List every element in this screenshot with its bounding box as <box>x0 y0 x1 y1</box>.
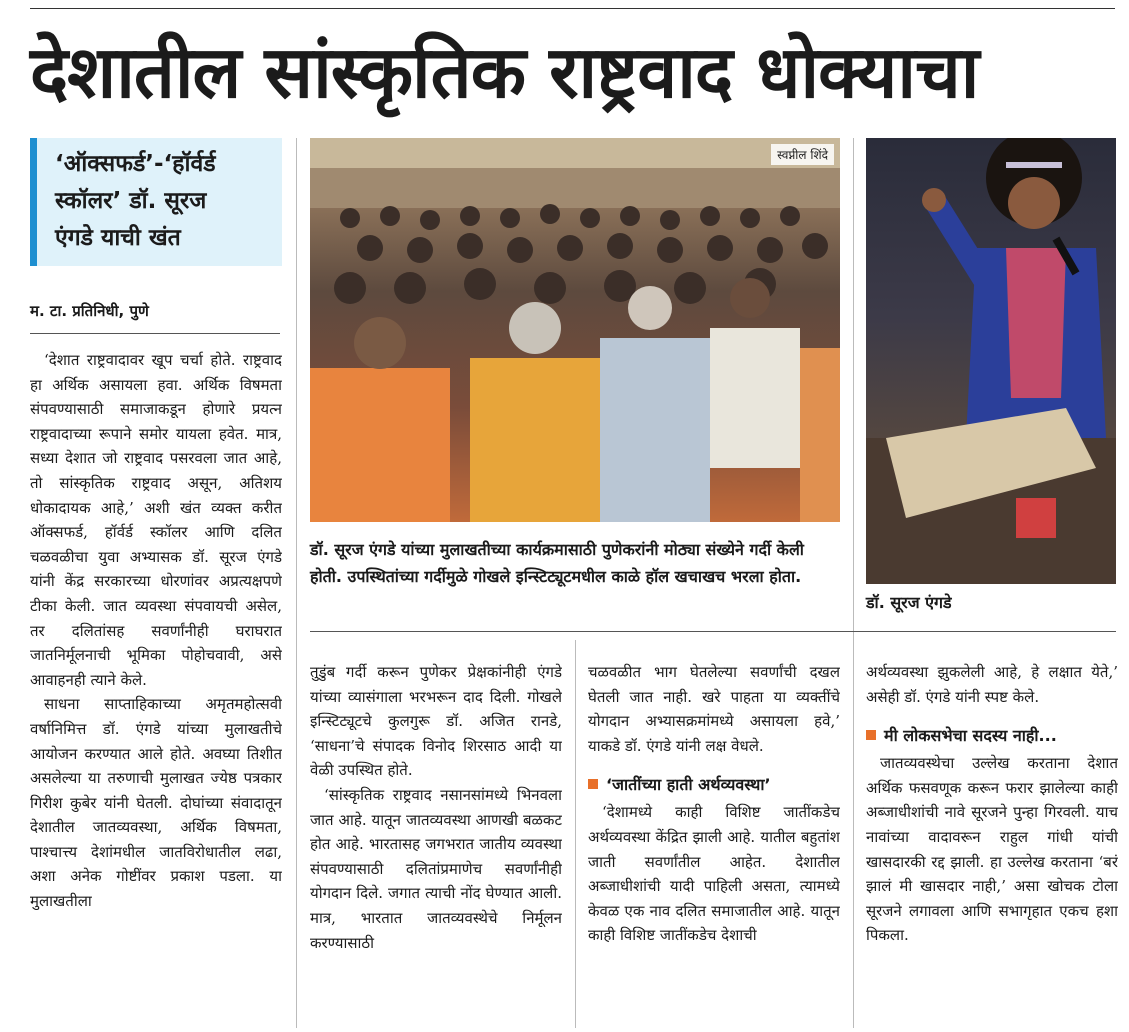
photo-credit: स्वप्नील शिंदे <box>771 144 834 165</box>
subsection-heading <box>588 770 840 800</box>
audience-photo-illustration <box>310 138 840 522</box>
subsection-heading-text: मी लोकसभेचा सदस्य नाही... <box>884 726 1057 746</box>
photo-caption: डॉ. सूरज एंगडे यांच्या मुलाखतीच्या कार्यक्रमासाठी पुणेकरांनी मोठ्या संख्येने गर्दी केली होती. उपस्थितांच्या गर्दीमुळे गोखले इन्स्टिट्यूटमधील काळे हॉल खचाखच भरला होता. <box>310 540 804 586</box>
subsection-heading-text: ‘जातींच्या हाती अर्थव्यवस्था’ <box>606 775 771 795</box>
byline: म. टा. प्रतिनिधी, पुणे <box>30 302 149 320</box>
paragraph: साधना साप्ताहिकाच्या अमृतमहोत्सवी वर्षानिमित्त डॉ. एंगडे यांच्या मुलाखतीचे आयोजन करण्यात आले होते. अवघ्या तिशीत असलेल्या या तरुणाची मुलाखत ज्येष्ठ पत्रकार गिरीश कुबेर यांनी घेतली. दोघांच्या संवादातून देशातील जातव्यवस्था, अर्थिक विषमता, पाश्चात्त्य देशांमधील जातविरोधातील लढा, अशा अनेक गोष्टींवर प्रकाश पडला. या मुलाखतीला <box>30 695 282 911</box>
subhead-line: ‘ऑक्सफर्ड’-‘हॉर्वर्ड <box>55 151 216 177</box>
paragraph: ‘देशामध्ये काही विशिष्ट जातींकडेच अर्थव्यवस्था केंद्रित झाली आहे. यातील बहुतांश जाती सवर्णांतील आहेत. देशातील अब्जाधीशांची यादी पाहिली असता, त्यामध्ये केवळ एक नाव दलित समाजातील आहे. यातून काही विशिष्ट जातींकडेच देशाची <box>588 803 840 945</box>
subsection-heading <box>866 721 1118 751</box>
paragraph: ‘देशात राष्ट्रवादावर खूप चर्चा होते. राष्ट्रवाद हा अर्थिक असायला हवा. अर्थिक विषमता संपवण्यासाठी समाजाकडून होणारे प्रयत्न राष्ट्रवादाच्या रूपाने समोर यायला हवेत. मात्र, सध्या देशात जो राष्ट्रवाद पसरवला जात आहे, तो सांस्कृतिक राष्ट्रवाद असून, अतिशय धोकादायक आहे,’ अशी खंत व्यक्त करीत ऑक्सफर्ड, हॉर्वर्ड स्कॉलर आणि दलित चळवळीचा युवा अभ्यासक डॉ. सूरज एंगडे यांनी केंद्र सरकारच्या धोरणांवर अप्रत्यक्षपणे टीका केली. जात व्यवस्था संपवायची असेल, तर दलितांसह सवर्णांनीही घराघरात जातनिर्मूलनाची भूमिका पोहोचवावी, असे आवाहनही त्याने केले. <box>30 351 282 689</box>
speaker-photo-illustration <box>866 138 1116 584</box>
subhead-line: एंगडे याची खंत <box>55 225 181 251</box>
article-column-3 <box>588 660 840 1028</box>
subhead-line: स्कॉलर’ डॉ. सूरज <box>55 188 207 214</box>
section-rule <box>310 631 1116 632</box>
byline-rule <box>30 333 280 334</box>
bullet-square-icon <box>588 779 598 789</box>
column-divider <box>853 138 854 1028</box>
speaker-caption: डॉ. सूरज एंगडे <box>866 593 952 612</box>
headline: देशातील सांस्कृतिक राष्ट्रवाद धोक्याचा <box>30 30 979 114</box>
paragraph: जातव्यवस्थेचा उल्लेख करताना देशात अर्थिक फसवणूक करून फरार झालेल्या काही अब्जाधीशांची नावे सूरजने पुन्हा गिरवली. याच नावांच्या वादावरून राहुल गांधी यांची खासदारकी रद्द झाली. हा उल्लेख करताना ‘बरं झालं मी खासदार नाही,’ असा खोचक टोला सूरजने लगावला आणि सभागृहात एकच हशा पिकला. <box>866 754 1118 945</box>
subhead-box <box>30 138 282 266</box>
paragraph: चळवळीत भाग घेतलेल्या सवर्णांची दखल घेतली जात नाही. खरे पाहता या व्यक्तींचे योगदान अभ्यासक्रमांमध्ये असायला हवे,’ याकडे डॉ. एंगडे यांनी लक्ष वेधले. <box>588 663 840 755</box>
article-column-1 <box>30 348 282 1028</box>
top-rule <box>30 8 1115 9</box>
speaker-photo <box>866 138 1116 584</box>
audience-photo <box>310 138 840 522</box>
column-divider <box>296 138 297 1028</box>
paragraph: तुडुंब गर्दी करून पुणेकर प्रेक्षकांनीही एंगडे यांच्या व्यासंगाला भरभरून दाद दिली. गोखले इन्स्टिट्यूटचे कुलगुरू डॉ. अजित रानडे, ‘साधना’चे संपादक विनोद शिरसाठ आदी या वेळी उपस्थित होते. <box>310 663 562 780</box>
bullet-square-icon <box>866 730 876 740</box>
article-column-2 <box>310 660 562 1028</box>
paragraph: ‘सांस्कृतिक राष्ट्रवाद नसानसांमध्ये भिनवला जात आहे. यातून जातव्यवस्था आणखी बळकट होत आहे. भारतासह जगभरात जातीय व्यवस्था संपवण्यासाठी दलितांप्रमाणेच सवर्णांनीही योगदान दिले. जगात त्याची नोंद घेण्यात आली. मात्र, भारतात जातव्यवस्थेचे निर्मूलन करण्यासाठी <box>310 785 562 952</box>
column-divider <box>575 640 576 1028</box>
article-column-4 <box>866 660 1118 1028</box>
paragraph: अर्थव्यवस्था झुकलेली आहे, हे लक्षात येते,’ असेही डॉ. एंगडे यांनी स्पष्ट केले. <box>866 663 1118 706</box>
